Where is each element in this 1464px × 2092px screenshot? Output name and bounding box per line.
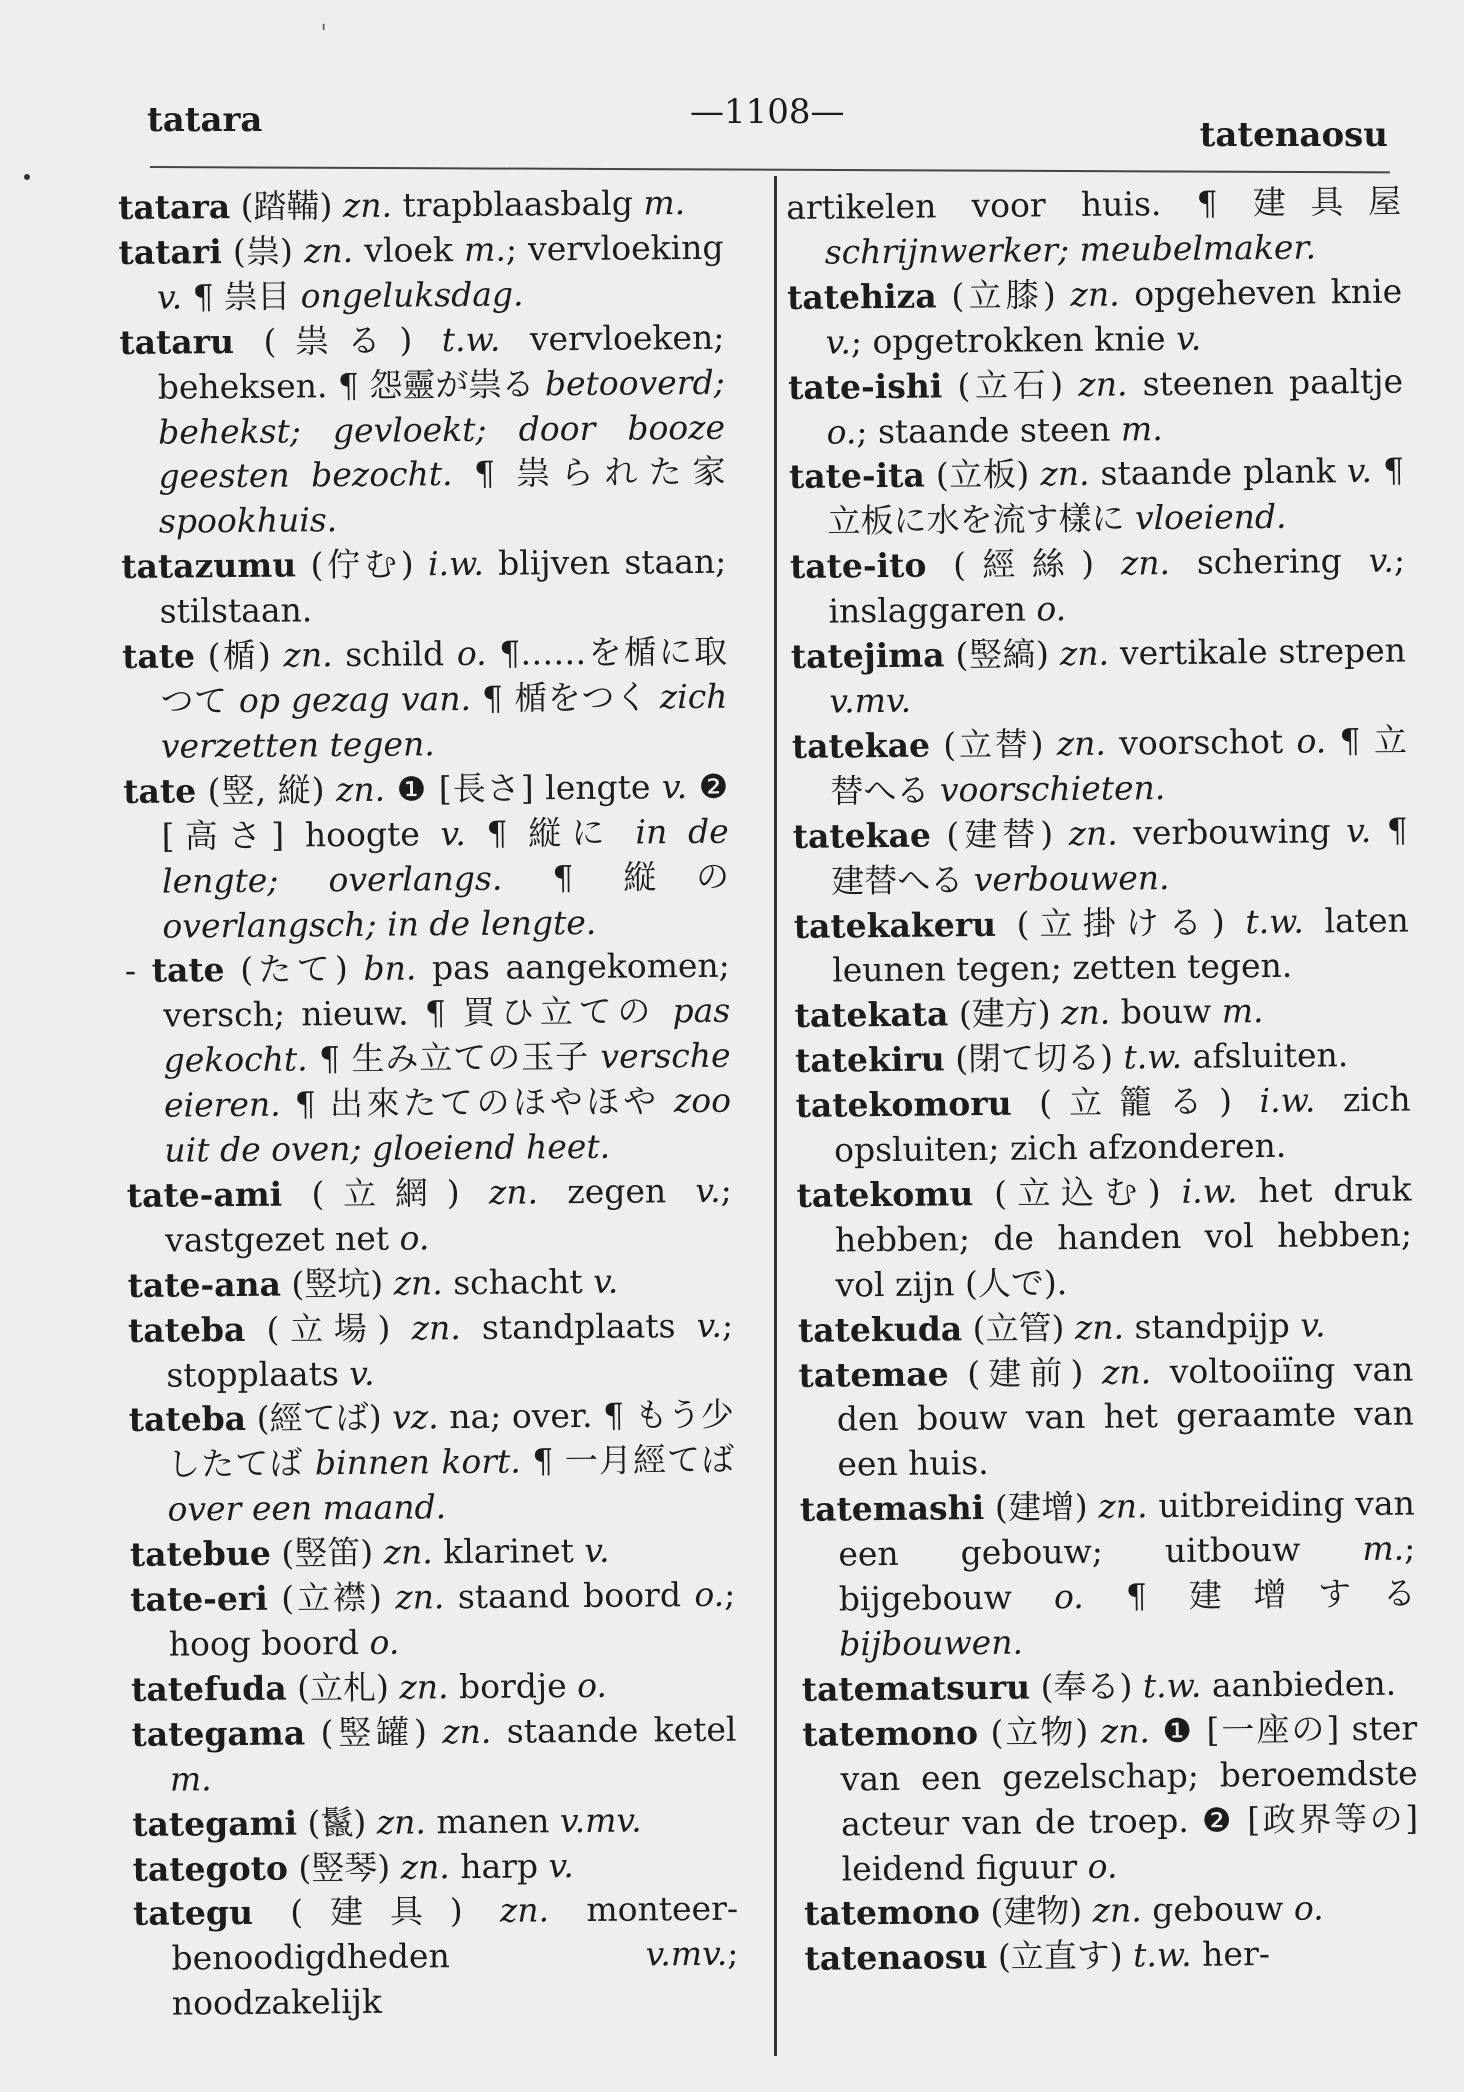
dictionary-entry: tatejima (竪縞) zn. vertikale strepen v.mv. [790,630,1407,721]
dictionary-entry: tate-eri (立襟) zn. staand boord o.; hoog boord o. [130,1574,736,1664]
dictionary-entry: tate-ana (竪坑) zn. schacht v. [127,1261,619,1305]
running-head-left: tatara [147,100,263,140]
header-rule [150,166,1390,173]
dictionary-entry: tateba (立場) zn. standplaats v.; stopplaats v. [127,1305,734,1395]
dictionary-entry: tatemae (建前) zn. voltooiïng van den bouw van het geraamte van een huis. [798,1349,1415,1484]
dictionary-entry: tatenaosu (立直す) t.w. her- [804,1934,1271,1979]
dictionary-entry: tatazumu (佇む) i.w. blijven staan; stilstaan. [121,541,727,631]
dictionary-entry: tategami (鬣) zn. manen v.mv. [132,1800,642,1844]
dictionary-entry: tatekata (建方) zn. bouw m. [794,991,1264,1036]
dictionary-entry: tatekomu (立込む) i.w. het druk hebben; de handen vol hebben; vol zijn (人で). [796,1169,1413,1305]
dictionary-entry: tatebue (竪笛) zn. klarinet v. [129,1530,610,1575]
dictionary-entry: tatehiza (立膝) zn. opgeheven knie v.; opgetrokken knie v. [786,271,1403,362]
dictionary-entry: tatekuda (立管) zn. standpijp v. [797,1305,1326,1350]
dictionary-entry: tate-ito (經絲) zn. schering v.; inslaggaren o. [789,540,1406,631]
dictionary-entry: tateba (經てば) vz. na; over. ¶ もう少したてば binnen kort. ¶ 一月經てば over een maand. [128,1395,735,1529]
dictionary-entry: artikelen voor huis. ¶ 建具屋 schrijnwerker; meubelmaker. [786,181,1402,272]
running-head-right: tatenaosu [1199,115,1388,155]
dictionary-entry: tatekomoru (立籠る) i.w. zich opsluiten; zich afzonderen. [795,1079,1411,1170]
dictionary-entry: tatematsuru (奉る) t.w. aanbieden. [801,1663,1397,1709]
dictionary-entry: tatari (祟) zn. vloek m.; vervloeking v. ¶ 祟目 ongeluksdag. [118,227,724,317]
dictionary-entry: tate-ita (立板) zn. staande plank v. ¶ 立板に水を流す樣に vloeiend. [788,450,1405,541]
dictionary-entry: tatemono (立物) zn. ❶ [一座の] ster van een gezelschap; beroemdste acteur van de troep. ❷ [政界等の] leidend figuur o. [802,1708,1419,1889]
column-divider [774,176,777,2056]
dictionary-entry: - tate (たて) bn. pas aangekomen; versch; nieuw. ¶ 買ひ立ての pas gekocht. ¶ 生み立ての玉子 versche eieren. ¶ 出來たてのほやほや zoo uit de oven; gloeiend heet. [124,946,732,1170]
dictionary-entry: tate (竪, 縦) zn. ❶ [長さ] lengte v. ❷ [高さ] hoogte v. ¶ 縦に in de lengte; overlangs. ¶ 縦の overlangsch; in de lengte. [123,766,730,946]
dictionary-entry: tataru (祟る) t.w. vervloeken; beheksen. ¶ 怨靈が祟る betooverd; behekst; gevloekt; door booze geesten bezocht. ¶ 祟られた家 spookhuis. [119,317,726,541]
dictionary-entry: tatekakeru (立掛ける) t.w. laten leunen tegen; zetten tegen. [793,900,1409,990]
dictionary-entry: tate-ami (立網) zn. zegen v.; vastgezet net o. [126,1170,732,1260]
dictionary-entry: tategoto (竪琴) zn. harp v. [132,1845,574,1889]
left-column [118,181,739,2027]
dictionary-entry: tatekiru (閉て切る) t.w. afsluiten. [794,1035,1349,1081]
margin-dot [24,174,30,180]
dictionary-entry: tatekae (建替) zn. verbouwing v. ¶ 建替へる verbouwen. [792,810,1408,901]
dictionary-entry: tatekae (立替) zn. voorschot o. ¶ 立替へる voorschieten. [791,720,1408,811]
page-number: —1108— [690,92,845,132]
edge-mark: ˌ [320,4,328,34]
right-column [786,180,1420,1983]
dictionary-entry: tatemashi (建增) zn. uitbreiding van een gebouw; uitbouw m.; bijgebouw o. ¶ 建增する bijbouwen. [799,1483,1416,1664]
dictionary-entry: tategama (竪罐) zn. staande ketel m. [131,1709,737,1799]
dictionary-entry: tatefuda (立札) zn. bordje o. [130,1665,608,1709]
dictionary-entry: tatara (踏鞴) zn. trapblaasbalg m. [118,183,686,227]
dictionary-entry: tatemono (建物) zn. gebouw o. [803,1888,1324,1934]
dictionary-entry: tate (楯) zn. schild o. ¶……を楯に取つて op gezag van. ¶ 楯をつく zich verzetten tegen. [121,631,728,766]
dictionary-entry: tate-ishi (立石) zn. steenen paaltje o.; staande steen m. [787,361,1404,452]
dictionary-entry: tategu (建具) zn. monteer-benoodigdheden v.mv.; noodzakelijk [132,1889,739,2023]
